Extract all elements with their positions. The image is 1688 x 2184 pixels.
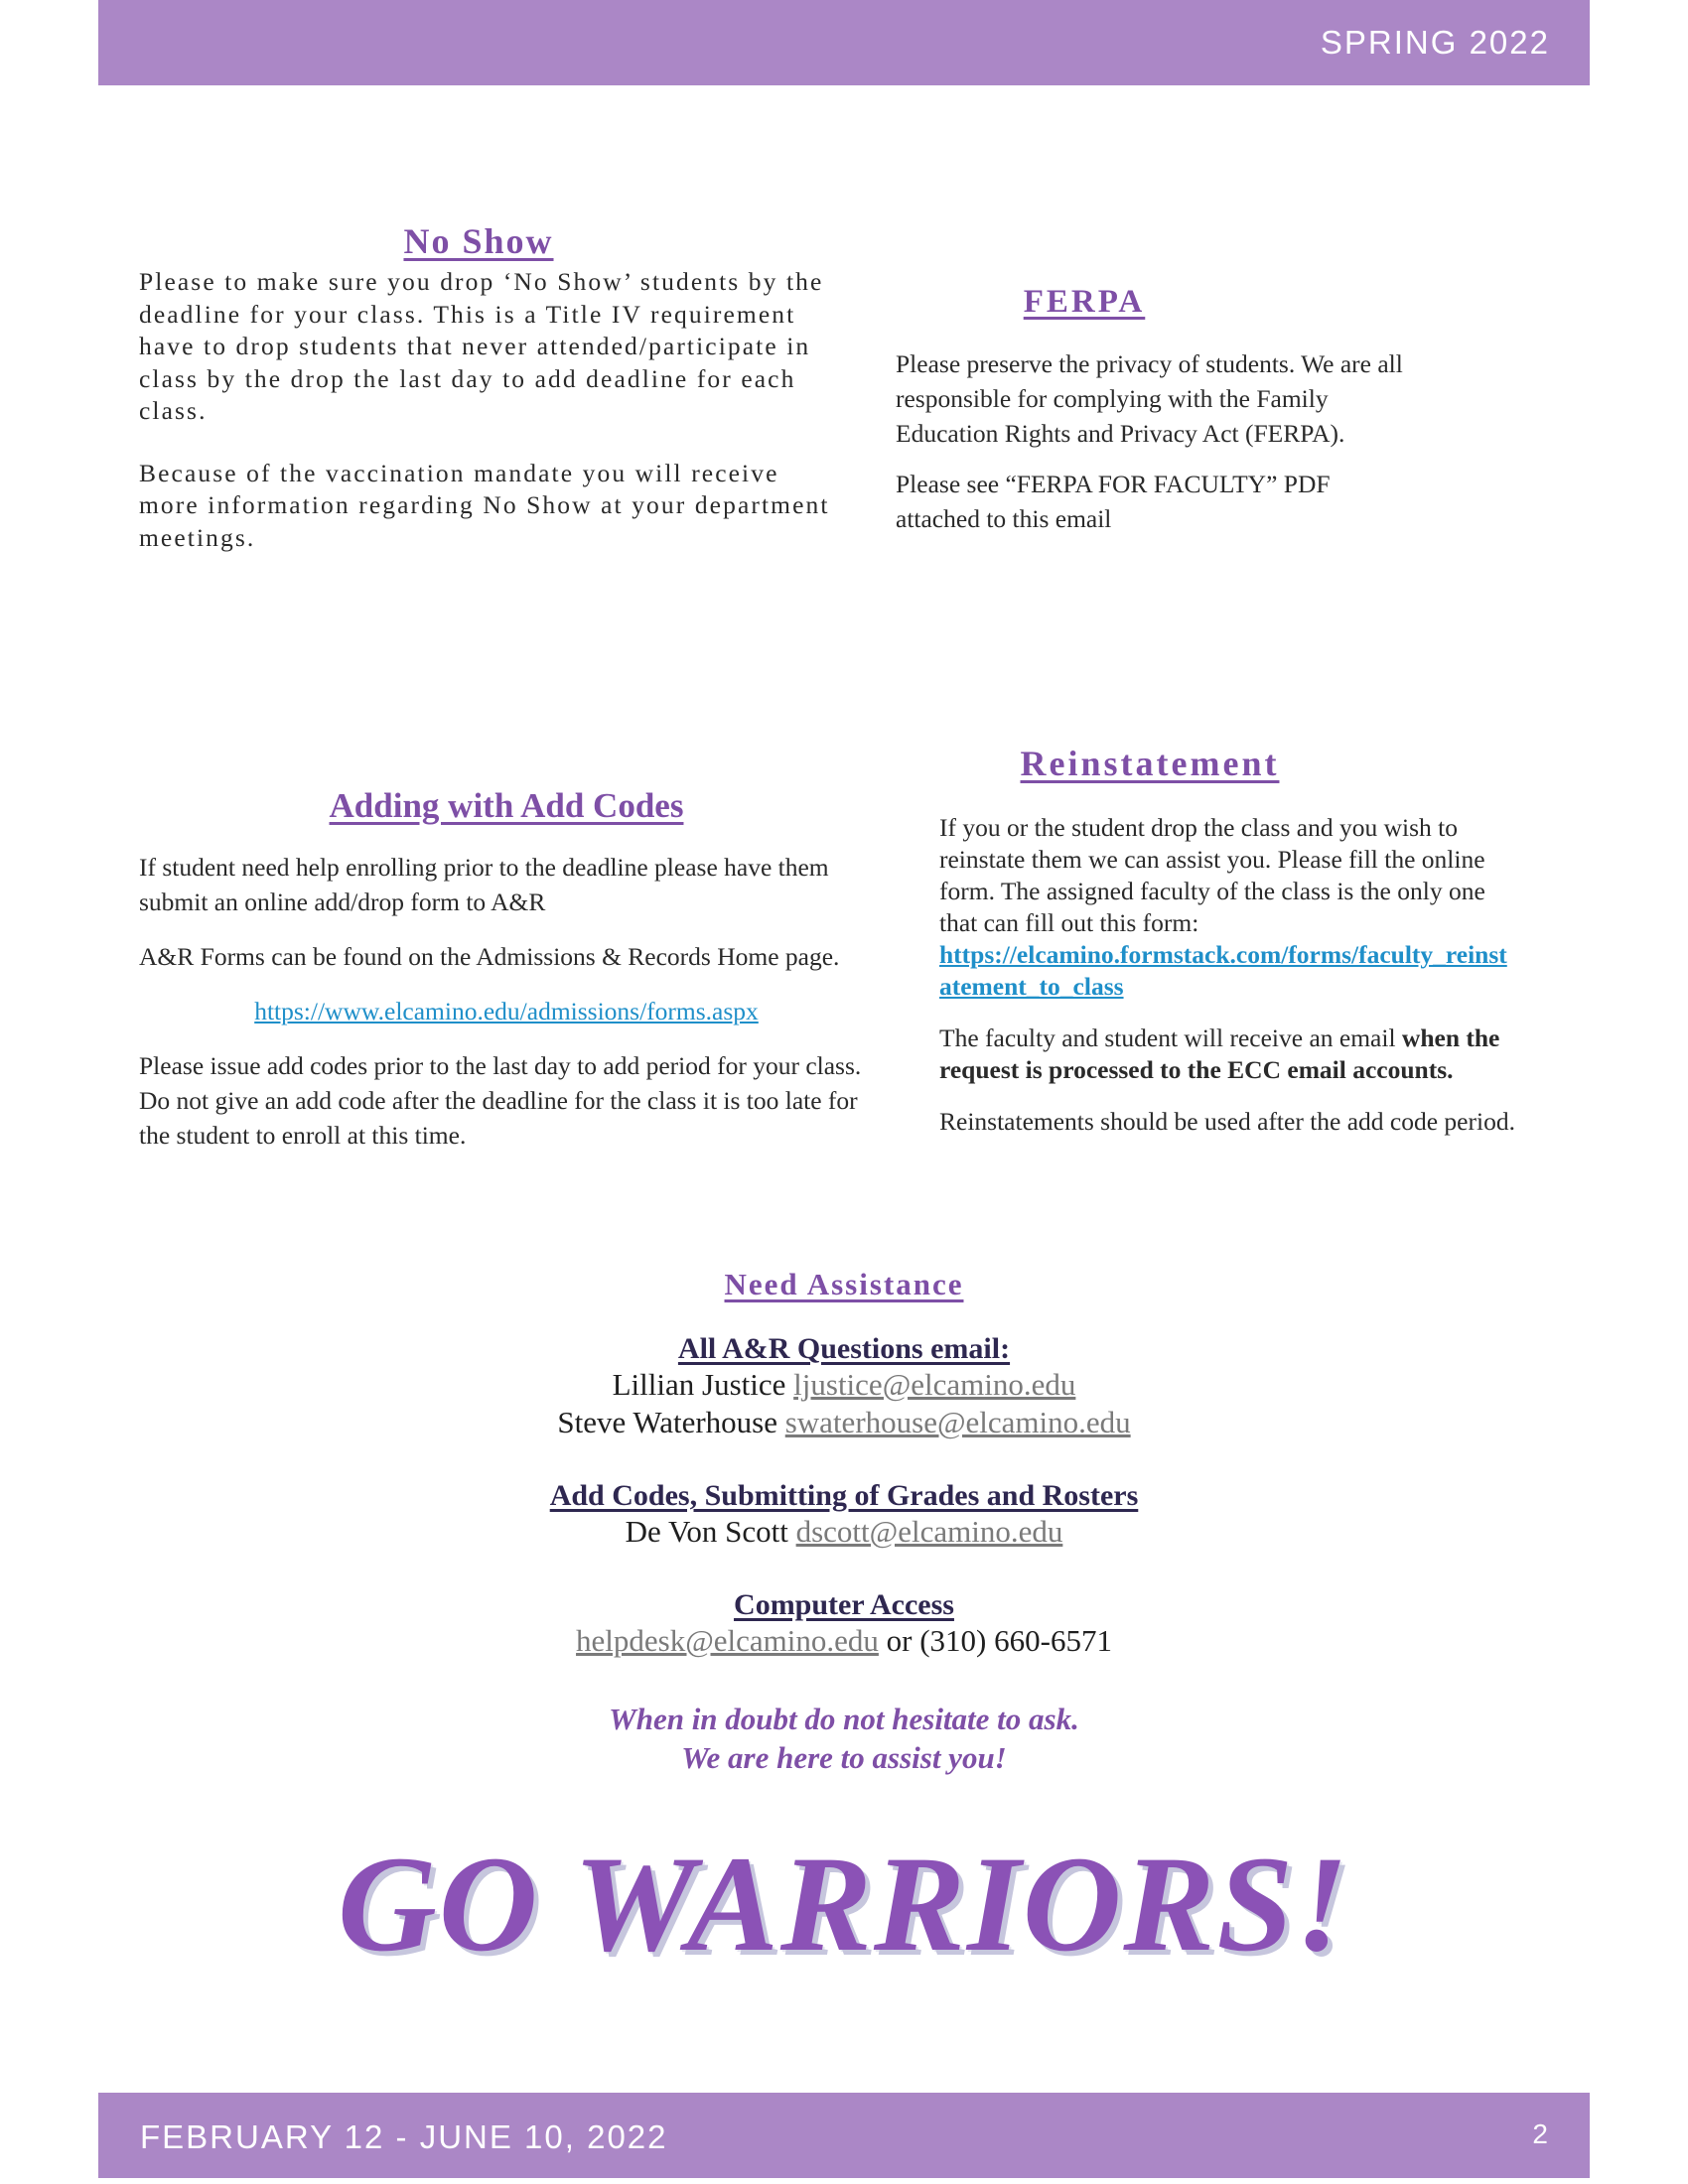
ferpa-paragraph-1: Please preserve the privacy of students. We are all responsible for complying with the Family Education Rights and Privacy Act (FERPA). [896,349,1403,448]
reinstatement-heading: Reinstatement [1020,744,1280,783]
no-show-paragraph-2: Because of the vaccination mandate you will receive more information regarding No Show at your department meetings. [139,458,830,552]
contact-devon [397,1513,1291,1551]
contact-devon-name: De Von Scott [625,1514,788,1549]
closing-line-2: We are here to assist you! [681,1740,1007,1775]
closing-message [397,1700,1291,1777]
header-season: SPRING 2022 [1320,24,1550,61]
helpdesk-email[interactable]: helpdesk@elcamino.edu [576,1623,879,1658]
contact-devon-email[interactable]: dscott@elcamino.edu [795,1514,1063,1549]
add-codes-paragraph-3: Please issue add codes prior to the last day to add period for your class. Do not give an add code after the deadline for the class it is too late for the student to enroll at this time. [139,1051,862,1150]
ferpa-paragraph-2: Please see “FERPA FOR FACULTY” PDF attached to this email [896,470,1331,533]
add-codes-paragraph-1: If student need help enrolling prior to the deadline please have them submit an online add/drop form to A&R [139,853,829,916]
page-number: 2 [1532,2118,1550,2149]
header-band [98,0,1590,85]
no-show-paragraph-1: Please to make sure you drop ‘No Show’ students by the deadline for your class. This is a Title IV requirement have to drop students that never attended/participate in class by the drop the last day to add deadline for each class. [139,267,824,425]
closing-line-1: When in doubt do not hesitate to ask. [609,1702,1079,1736]
reinstatement-section [939,743,1515,1138]
add-codes-section [139,786,874,1153]
add-codes-paragraph-2: A&R Forms can be found on the Admissions & Records Home page. [139,942,840,971]
computer-access-contacts [397,1588,1291,1660]
ar-forms-link[interactable]: https://www.elcamino.edu/admissions/forms.aspx [254,997,759,1025]
ferpa-section [896,284,1412,536]
contact-lillian [397,1366,1291,1404]
helpdesk-contact [397,1622,1291,1660]
no-show-heading: No Show [403,221,554,261]
footer-dates: FEBRUARY 12 - JUNE 10, 2022 [140,2118,668,2155]
no-show-section [139,220,834,554]
add-codes-heading: Adding with Add Codes [329,786,684,825]
reinstatement-paragraph-2 [939,1023,1515,1086]
ar-contacts [397,1332,1291,1441]
go-warriors-wordart: GO WARRIORS! [338,1828,1350,1979]
ar-questions-title: All A&R Questions email: [677,1332,1011,1365]
codes-grades-rosters-title: Add Codes, Submitting of Grades and Rosters [549,1479,1139,1512]
reinstatement-paragraph-1-text: If you or the student drop the class and you wish to reinstate them we can assist you. Please fill the online form. The assigned faculty of the class is the only one that can fill out this form: [939,813,1485,937]
contact-steve [397,1404,1291,1441]
reinstatement-form-link[interactable]: https://elcamino.formstack.com/forms/faculty_reinstatement_to_class [939,940,1507,1001]
contact-steve-name: Steve Waterhouse [557,1405,777,1439]
helpdesk-phone: (310) 660-6571 [919,1623,1112,1658]
reinstatement-paragraph-3: Reinstatements should be used after the add code period. [939,1107,1515,1136]
contact-lillian-email[interactable]: ljustice@elcamino.edu [793,1367,1076,1402]
computer-access-title: Computer Access [734,1588,954,1621]
footer-band [98,2093,1590,2178]
reinstatement-paragraph-2-text: The faculty and student will receive an email [939,1024,1396,1052]
assistance-section [397,1267,1291,1777]
ferpa-heading: FERPA [1023,284,1146,320]
codes-contacts [397,1479,1291,1551]
assistance-heading: Need Assistance [724,1267,964,1301]
helpdesk-or: or [886,1623,913,1658]
contact-steve-email[interactable]: swaterhouse@elcamino.edu [784,1405,1131,1439]
reinstatement-paragraph-2-bold: when the request is processed to the ECC email accounts. [939,1024,1500,1084]
contact-lillian-name: Lillian Justice [612,1367,786,1402]
reinstatement-paragraph-1 [939,812,1515,1003]
